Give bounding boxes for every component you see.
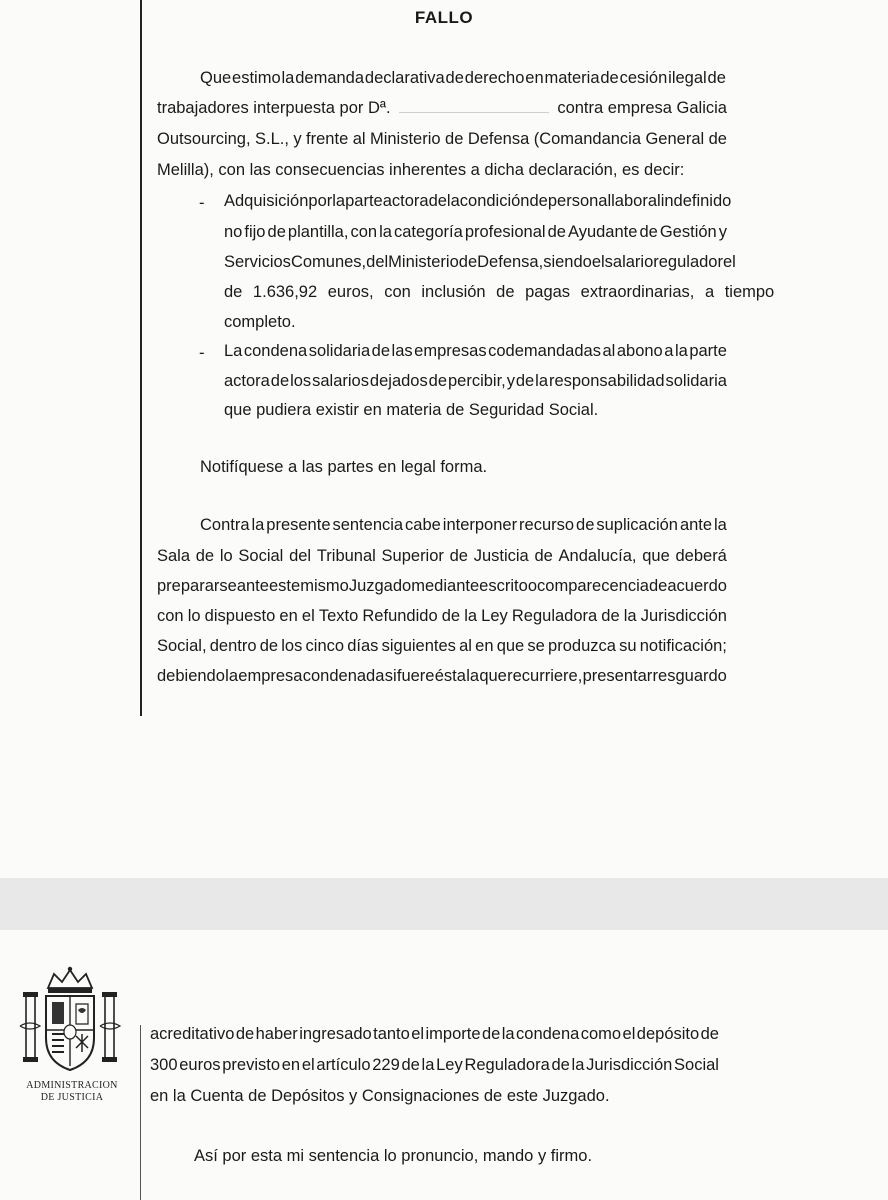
word: de (708, 130, 727, 148)
text-line (157, 636, 727, 656)
word: de (648, 577, 668, 595)
word: de (449, 547, 468, 565)
word: La (224, 342, 243, 360)
word: si (384, 667, 397, 685)
text-line (157, 546, 727, 566)
word: responsabilidad (548, 372, 665, 390)
word: demanda (295, 69, 365, 87)
para1-line-4: Melilla), con las consecuencias inherentes a dicha declaración, es decir: (157, 161, 685, 179)
word: de (445, 130, 464, 148)
word: mediante (411, 577, 480, 595)
word: regulador (653, 253, 723, 271)
word: salarios (312, 372, 369, 390)
word: prepararse (157, 577, 237, 595)
word: se (527, 637, 545, 655)
word: Social, (157, 637, 207, 655)
word: comparecencia (537, 577, 649, 595)
word: en (279, 607, 298, 625)
margin-rule (140, 1025, 141, 1200)
word: por (308, 192, 333, 210)
bullet-dash: - (199, 344, 205, 362)
word: plantilla, (287, 223, 349, 241)
word: y (718, 223, 727, 241)
coat-of-arms-icon (18, 966, 122, 1076)
word: la (501, 1025, 515, 1043)
text-line (224, 222, 727, 242)
word: de (458, 253, 478, 271)
word: acuerdo (667, 577, 727, 595)
word: el (411, 1025, 425, 1043)
word: parte (345, 192, 383, 210)
word: de (441, 607, 461, 625)
word: los (281, 637, 303, 655)
word: abono (616, 342, 663, 360)
word: de (428, 372, 448, 390)
word: dentro (209, 637, 257, 655)
word: Jurisdicción (586, 1056, 673, 1074)
word: previsto (222, 1056, 281, 1074)
text-line (157, 606, 727, 626)
word: la (535, 372, 549, 390)
word: Tribunal (316, 547, 376, 565)
word: laboral (611, 192, 661, 210)
word: que (479, 667, 507, 685)
word: el (622, 1025, 636, 1043)
word: la (379, 223, 392, 241)
word: condenada (302, 667, 385, 685)
word: escrito (479, 577, 528, 595)
word: debiendo (157, 667, 225, 685)
word: sentencia (332, 516, 404, 534)
word: de (401, 1056, 420, 1074)
word: indefinido (660, 192, 732, 210)
word: los (290, 372, 312, 390)
word: categoría (394, 223, 463, 241)
word: percibir, (447, 372, 506, 390)
word: la (251, 516, 265, 534)
bullet1-line-4: de 1.636,92 euros, con inclusión de pagas extraordinarias, a tiempo (224, 283, 775, 301)
word: y (506, 372, 515, 390)
word: como (580, 1025, 622, 1043)
word: ingresado (299, 1025, 372, 1043)
text-line (224, 341, 727, 361)
word: de (700, 1025, 719, 1043)
text-line (224, 282, 775, 302)
word: no (224, 223, 243, 241)
word: solidaria (308, 342, 371, 360)
word: de (515, 372, 535, 390)
word: de (551, 1056, 570, 1074)
text-line (224, 312, 296, 332)
word: recurriere, (507, 667, 583, 685)
word: depósito (636, 1025, 700, 1043)
word: o (527, 577, 537, 595)
word: Servicios (224, 253, 291, 271)
word: Defensa (467, 130, 530, 148)
word: Justicia (473, 547, 529, 565)
word: siendo (543, 253, 592, 271)
word: Superior (381, 547, 444, 565)
redaction-box (399, 98, 549, 113)
closing-line: Así por esta mi sentencia lo pronuncio, mando y firmo. (194, 1147, 593, 1165)
word: lo (219, 547, 233, 565)
word: Adquisición (224, 192, 309, 210)
word: ésta (434, 667, 466, 685)
para1-line-2b: contra empresa Galicia (557, 99, 727, 117)
section-title: FALLO (414, 8, 474, 27)
word: Defensa, (477, 253, 544, 271)
page-2 (0, 930, 888, 1200)
notification-line: Notifíquese a las partes en legal forma. (200, 458, 488, 476)
word: el (301, 1056, 315, 1074)
bullet-dash: - (199, 194, 205, 212)
word: empresas (414, 342, 487, 360)
word: dispuesto (204, 607, 276, 625)
text-line-redacted (157, 98, 727, 118)
word: el (301, 607, 315, 625)
word: de (707, 69, 726, 87)
word: en (281, 1056, 301, 1074)
word: a (664, 342, 674, 360)
word: materia (544, 69, 600, 87)
word: presente (266, 516, 331, 534)
word: de (428, 192, 447, 210)
word: Sala (157, 547, 191, 565)
word: de (576, 516, 595, 534)
word: Ayudante (567, 223, 638, 241)
text-line (224, 252, 736, 272)
word: la (714, 516, 727, 534)
word: de (195, 547, 215, 565)
word: condena (243, 342, 308, 360)
word: profesional (464, 223, 546, 241)
word: tanto (373, 1025, 410, 1043)
word: General (645, 130, 705, 148)
word: Ley (481, 607, 508, 625)
word: Texto (318, 607, 359, 625)
word: Refundido (362, 607, 438, 625)
word: Reguladora (511, 607, 598, 625)
word: en (475, 637, 494, 655)
word: de (601, 607, 620, 625)
word: de (600, 69, 619, 87)
word: Andalucía, (558, 547, 637, 565)
word: la (281, 69, 295, 87)
word: fuere (396, 667, 435, 685)
word: al (352, 130, 366, 148)
word: dejados (369, 372, 428, 390)
word: siguientes (381, 637, 456, 655)
word: con (350, 223, 378, 241)
text-line (200, 68, 726, 88)
word: condición (459, 192, 530, 210)
word: al (459, 637, 472, 655)
word: Social (674, 1056, 719, 1074)
word: 300 (150, 1056, 178, 1074)
text-line (150, 1055, 719, 1075)
text-line (150, 1024, 719, 1044)
word: el (591, 253, 605, 271)
word: de (445, 69, 464, 87)
text-line (224, 371, 727, 391)
word: Contra (200, 516, 250, 534)
word: Reguladora (464, 1056, 550, 1074)
word: que (496, 637, 525, 655)
word: la (466, 667, 480, 685)
word: su (619, 637, 637, 655)
word: Jurisdicción (640, 607, 727, 625)
text-line (200, 515, 727, 535)
word: mismo (300, 577, 349, 595)
word: fijo (244, 223, 266, 241)
text-line (224, 400, 598, 420)
word: suplicación (596, 516, 678, 534)
text-line (157, 576, 727, 596)
text-line (157, 129, 727, 149)
word: empresa (238, 667, 303, 685)
word: de (529, 192, 548, 210)
word: de (481, 1025, 501, 1043)
text-line (157, 160, 684, 180)
word: Social (238, 547, 284, 565)
word: presentar (582, 667, 653, 685)
bullet1-line-5: completo. (224, 313, 296, 331)
word: personal (547, 192, 612, 210)
word: Ministerio (369, 130, 441, 148)
page2-line-3: en la Cuenta de Depósitos y Consignaciones de este Juzgado. (150, 1087, 610, 1105)
word: del (289, 547, 312, 565)
word: Comunes, (290, 253, 367, 271)
word: del (366, 253, 389, 271)
word: la (674, 342, 688, 360)
word: solidaria (665, 372, 727, 390)
word: al (602, 342, 616, 360)
text-line (150, 1086, 610, 1106)
word: de (235, 1025, 255, 1043)
para1-line-2a: trabajadores interpuesta por Dª. (157, 99, 391, 117)
word: Gestión (659, 223, 717, 241)
word: S.L., (254, 130, 289, 148)
word: produzca (548, 637, 616, 655)
word: Que (200, 69, 232, 87)
word: la (421, 1056, 435, 1074)
word: euros (179, 1056, 221, 1074)
word: la (464, 607, 478, 625)
word: la (571, 1056, 585, 1074)
word: días (347, 637, 379, 655)
word: parte (689, 342, 727, 360)
word: la (446, 192, 460, 210)
word: de (547, 223, 566, 241)
word: ilegal (668, 69, 707, 87)
word: de (270, 372, 290, 390)
word: estimo (232, 69, 281, 87)
word: notificación; (639, 637, 727, 655)
word: lo (187, 607, 201, 625)
word: las (391, 342, 413, 360)
word: Outsourcing, (157, 130, 251, 148)
word: cinco (305, 637, 345, 655)
word: condena (516, 1025, 580, 1043)
word: la (225, 667, 239, 685)
text-line (224, 191, 732, 211)
word: declarativa (364, 69, 445, 87)
crest-caption-line-2: DE JUSTICIA (40, 1092, 104, 1103)
word: 229 (372, 1056, 400, 1074)
word: con (157, 607, 184, 625)
word: de (259, 637, 279, 655)
margin-rule (140, 0, 142, 716)
word: recurso (519, 516, 575, 534)
word: ante (679, 516, 713, 534)
word: de (371, 342, 391, 360)
word: de (534, 547, 553, 565)
word: la (623, 607, 637, 625)
word: Ministerio (388, 253, 459, 271)
word: este (268, 577, 301, 595)
word: importe (425, 1025, 481, 1043)
word: de (639, 223, 658, 241)
word: interponer (442, 516, 518, 534)
word: actora (382, 192, 429, 210)
word: cabe (405, 516, 441, 534)
word: salario (604, 253, 654, 271)
word: que (642, 547, 670, 565)
word: codemandadas (488, 342, 601, 360)
page-separator (0, 878, 888, 930)
word: la (332, 192, 346, 210)
word: artículo (316, 1056, 371, 1074)
word: en (525, 69, 544, 87)
word: Ley (436, 1056, 463, 1074)
text-line (157, 666, 727, 686)
word: y (293, 130, 302, 148)
word: actora (224, 372, 270, 390)
word: (Comandancia (533, 130, 642, 148)
word: frente (306, 130, 349, 148)
word: de (267, 223, 286, 241)
word: Juzgado (348, 577, 412, 595)
word: el (722, 253, 736, 271)
word: haber (255, 1025, 298, 1043)
word: cesión (619, 69, 668, 87)
bullet2-line-3: que pudiera existir en materia de Seguridad Social. (224, 401, 599, 419)
crest-caption-line-1: ADMINISTRACION (26, 1080, 118, 1091)
word: acreditativo (150, 1025, 235, 1043)
word: ante (236, 577, 269, 595)
word: deberá (675, 547, 727, 565)
word: resguardo (652, 667, 727, 685)
word: derecho (464, 69, 525, 87)
